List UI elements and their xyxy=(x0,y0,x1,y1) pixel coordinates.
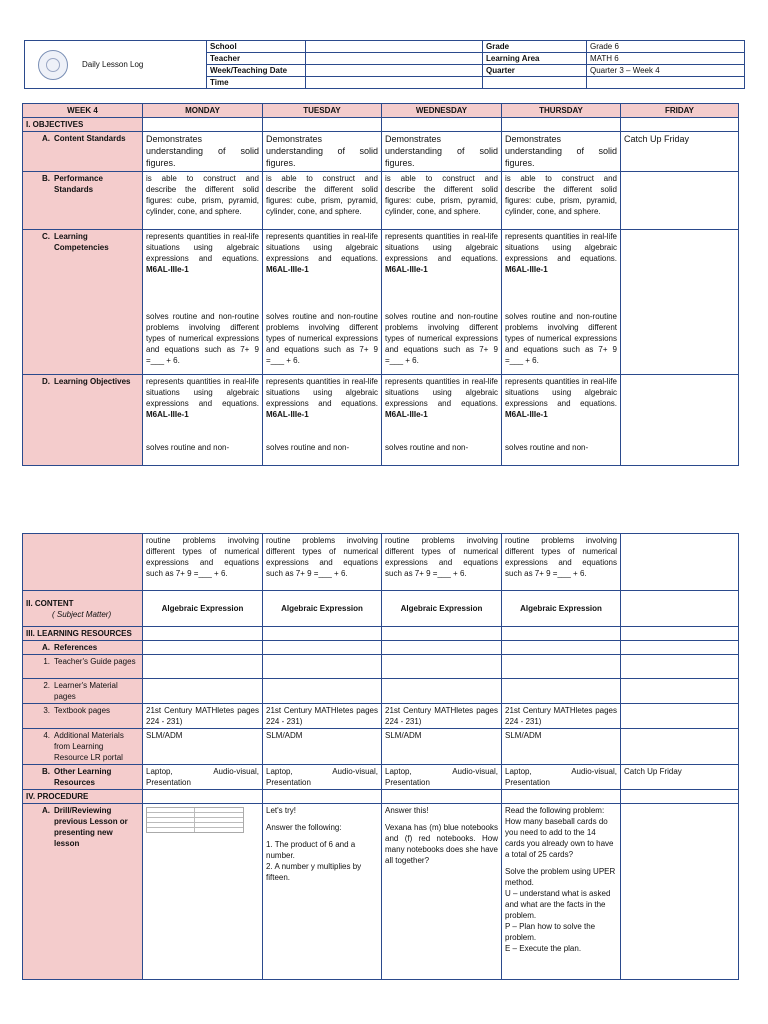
cell-objectives-cont-monday: routine problems involving different types of numerical expressions and equations such as 7+ 9 =___ + 6. xyxy=(143,534,263,591)
empty-cell xyxy=(621,790,739,804)
cell-content-standards-tuesday: Demonstrates understanding of solid figures. xyxy=(263,132,382,172)
empty-cell xyxy=(621,729,739,765)
empty-cell xyxy=(502,118,621,132)
header-value-empty xyxy=(587,77,745,89)
cell-content-wednesday: Algebraic Expression xyxy=(382,591,502,627)
header-label-teacher: Teacher xyxy=(207,53,306,65)
header-title-cell xyxy=(25,41,207,89)
header-label-school: School xyxy=(207,41,306,53)
header-label-time: Time xyxy=(207,77,306,89)
empty-cell xyxy=(621,641,739,655)
cell-content-standards-thursday: Demonstrates understanding of solid figures. xyxy=(502,132,621,172)
header-table xyxy=(24,40,745,89)
header-label-week: Week/Teaching Date xyxy=(207,65,306,77)
cell-objectives-cont-wednesday: routine problems involving different types of numerical expressions and equations such as 7+ 9 =___ + 6. xyxy=(382,534,502,591)
empty-cell xyxy=(621,534,739,591)
empty-cell xyxy=(502,641,621,655)
header-title: Daily Lesson Log xyxy=(82,60,144,69)
column-header-tuesday: TUESDAY xyxy=(263,104,382,118)
cell-objectives-thursday: represents quantities in real-life situations using algebraic expressions and equations. M6AL-IIIe-1 solves routine and non- xyxy=(502,375,621,466)
empty-cell xyxy=(621,375,739,466)
section-content: II. CONTENT ( Subject Matter) xyxy=(23,591,143,627)
cell-textbook-wednesday: 21st Century MATHletes pages 224 - 231) xyxy=(382,704,502,729)
header-label-grade: Grade xyxy=(483,41,587,53)
empty-cell xyxy=(382,627,502,641)
empty-cell xyxy=(502,790,621,804)
lesson-table-page-1 xyxy=(22,103,739,466)
cell-additional-monday: SLM/ADM xyxy=(143,729,263,765)
row-label-drill: A. Drill/Reviewing previous Lesson or presenting new lesson xyxy=(23,804,143,980)
cell-objectives-cont-thursday: routine problems involving different types of numerical expressions and equations such as 7+ 9 =___ + 6. xyxy=(502,534,621,591)
cell-objectives-wednesday: represents quantities in real-life situations using algebraic expressions and equations. M6AL-IIIe-1 solves routine and non- xyxy=(382,375,502,466)
row-label-references: A. References xyxy=(23,641,143,655)
cell-other-monday: Laptop, Audio-visual, Presentation xyxy=(143,765,263,790)
row-label-performance-standards: B. Performance Standards xyxy=(23,172,143,230)
row-label-additional: 4. Additional Materials from Learning Resource LR portal xyxy=(23,729,143,765)
empty-cell xyxy=(382,790,502,804)
empty-cell xyxy=(263,790,382,804)
header-value-teacher xyxy=(306,53,483,65)
empty-cell xyxy=(621,591,739,627)
cell-performance-thursday: is able to construct and describe the different solid figures: cube, prism, pyramid, cylinder, cone, and sphere. xyxy=(502,172,621,230)
row-label-objectives-cont xyxy=(23,534,143,591)
column-header-week: WEEK 4 xyxy=(23,104,143,118)
cell-content-standards-friday: Catch Up Friday xyxy=(621,132,739,172)
lesson-table-page-2 xyxy=(22,533,739,980)
header-value-grade: Grade 6 xyxy=(587,41,745,53)
row-label-competencies: C. Learning Competencies xyxy=(23,230,143,375)
cell-content-monday: Algebraic Expression xyxy=(143,591,263,627)
header-label-quarter: Quarter xyxy=(483,65,587,77)
row-label-learners-material: 2. Learner's Material pages xyxy=(23,679,143,704)
deped-seal-icon xyxy=(38,50,68,80)
header-value-time xyxy=(306,77,483,89)
cell-additional-thursday: SLM/ADM xyxy=(502,729,621,765)
cell-objectives-monday: represents quantities in real-life situations using algebraic expressions and equations. M6AL-IIIe-1 solves routine and non- xyxy=(143,375,263,466)
empty-cell xyxy=(263,679,382,704)
header-value-quarter: Quarter 3 – Week 4 xyxy=(587,65,745,77)
cell-drill-wednesday: Answer this! Vexana has (m) blue notebooks and (f) red notebooks. How many notebooks does she have all together? xyxy=(382,804,502,980)
empty-cell xyxy=(263,118,382,132)
section-resources: III. LEARNING RESOURCES xyxy=(23,627,143,641)
row-label-teachers-guide: 1. Teacher's Guide pages xyxy=(23,655,143,679)
cell-performance-wednesday: is able to construct and describe the different solid figures: cube, prism, pyramid, cylinder, cone, and sphere. xyxy=(382,172,502,230)
empty-cell xyxy=(263,641,382,655)
empty-cell xyxy=(143,118,263,132)
cell-objectives-cont-tuesday: routine problems involving different types of numerical expressions and equations such as 7+ 9 =___ + 6. xyxy=(263,534,382,591)
cell-competencies-thursday: represents quantities in real-life situations using algebraic expressions and equations. M6AL-IIIe-1 solves routine and non-routine problems involving different types of numerical expressions and equations such as 7+ 9 =___ + 6. xyxy=(502,230,621,375)
header-value-school xyxy=(306,41,483,53)
empty-cell xyxy=(621,655,739,679)
empty-cell xyxy=(143,641,263,655)
empty-cell xyxy=(382,655,502,679)
empty-cell xyxy=(502,679,621,704)
row-label-textbook: 3. Textbook pages xyxy=(23,704,143,729)
column-header-friday: FRIDAY xyxy=(621,104,739,118)
cell-drill-tuesday: Let's try! Answer the following: 1. The product of 6 and a number. 2. A number y multiplies by fifteen. xyxy=(263,804,382,980)
cell-textbook-monday: 21st Century MATHletes pages 224 - 231) xyxy=(143,704,263,729)
empty-cell xyxy=(621,804,739,980)
thumbnail-table-image xyxy=(146,807,244,833)
empty-cell xyxy=(621,627,739,641)
row-label-objectives: D. Learning Objectives xyxy=(23,375,143,466)
row-label-other: B. Other Learning Resources xyxy=(23,765,143,790)
empty-cell xyxy=(621,679,739,704)
cell-competencies-monday: represents quantities in real-life situations using algebraic expressions and equations. M6AL-IIIe-1 solves routine and non-routine problems involving different types of numerical expressions and equations such as 7+ 9 =___ + 6. xyxy=(143,230,263,375)
empty-cell xyxy=(143,790,263,804)
empty-cell xyxy=(143,655,263,679)
empty-cell xyxy=(263,627,382,641)
empty-cell xyxy=(502,627,621,641)
row-label-content-standards: A. Content Standards xyxy=(23,132,143,172)
header-value-area: MATH 6 xyxy=(587,53,745,65)
empty-cell xyxy=(502,655,621,679)
cell-other-tuesday: Laptop, Audio-visual, Presentation xyxy=(263,765,382,790)
cell-other-thursday: Laptop, Audio-visual, Presentation xyxy=(502,765,621,790)
cell-textbook-tuesday: 21st Century MATHletes pages 224 - 231) xyxy=(263,704,382,729)
cell-content-thursday: Algebraic Expression xyxy=(502,591,621,627)
column-header-thursday: THURSDAY xyxy=(502,104,621,118)
column-header-monday: MONDAY xyxy=(143,104,263,118)
empty-cell xyxy=(382,641,502,655)
empty-cell xyxy=(621,118,739,132)
cell-performance-tuesday: is able to construct and describe the different solid figures: cube, prism, pyramid, cylinder, cone, and sphere. xyxy=(263,172,382,230)
cell-content-tuesday: Algebraic Expression xyxy=(263,591,382,627)
cell-drill-monday xyxy=(143,804,263,980)
cell-content-standards-wednesday: Demonstrates understanding of solid figures. xyxy=(382,132,502,172)
section-objectives: I. OBJECTIVES xyxy=(23,118,143,132)
empty-cell xyxy=(621,172,739,230)
empty-cell xyxy=(382,679,502,704)
header-value-week xyxy=(306,65,483,77)
cell-content-standards-monday: Demonstrates understanding of solid figures. xyxy=(143,132,263,172)
cell-additional-wednesday: SLM/ADM xyxy=(382,729,502,765)
empty-cell xyxy=(263,655,382,679)
cell-performance-monday: is able to construct and describe the different solid figures: cube, prism, pyramid, cylinder, cone, and sphere. xyxy=(143,172,263,230)
cell-competencies-wednesday: represents quantities in real-life situations using algebraic expressions and equations. M6AL-IIIe-1 solves routine and non-routine problems involving different types of numerical expressions and equations such as 7+ 9 =___ + 6. xyxy=(382,230,502,375)
cell-competencies-tuesday: represents quantities in real-life situations using algebraic expressions and equations. M6AL-IIIe-1 solves routine and non-routine problems involving different types of numerical expressions and equations such as 7+ 9 =___ + 6. xyxy=(263,230,382,375)
empty-cell xyxy=(143,679,263,704)
cell-textbook-thursday: 21st Century MATHletes pages 224 - 231) xyxy=(502,704,621,729)
cell-objectives-tuesday: represents quantities in real-life situations using algebraic expressions and equations. M6AL-IIIe-1 solves routine and non- xyxy=(263,375,382,466)
empty-cell xyxy=(143,627,263,641)
cell-other-friday: Catch Up Friday xyxy=(621,765,739,790)
empty-cell xyxy=(621,230,739,375)
cell-additional-tuesday: SLM/ADM xyxy=(263,729,382,765)
column-header-wednesday: WEDNESDAY xyxy=(382,104,502,118)
empty-cell xyxy=(382,118,502,132)
header-label-area: Learning Area xyxy=(483,53,587,65)
section-procedure: IV. PROCEDURE xyxy=(23,790,143,804)
cell-other-wednesday: Laptop, Audio-visual, Presentation xyxy=(382,765,502,790)
cell-drill-thursday: Read the following problem: How many baseball cards do you need to add to the 14 cards you already own to have a total of 25 cards? Solve the problem using UPER method. U – understand what is asked and what are the facts in the problem. P – Plan how to solve the problem. E – Execute the plan. xyxy=(502,804,621,980)
empty-cell xyxy=(621,704,739,729)
header-label-empty xyxy=(483,77,587,89)
